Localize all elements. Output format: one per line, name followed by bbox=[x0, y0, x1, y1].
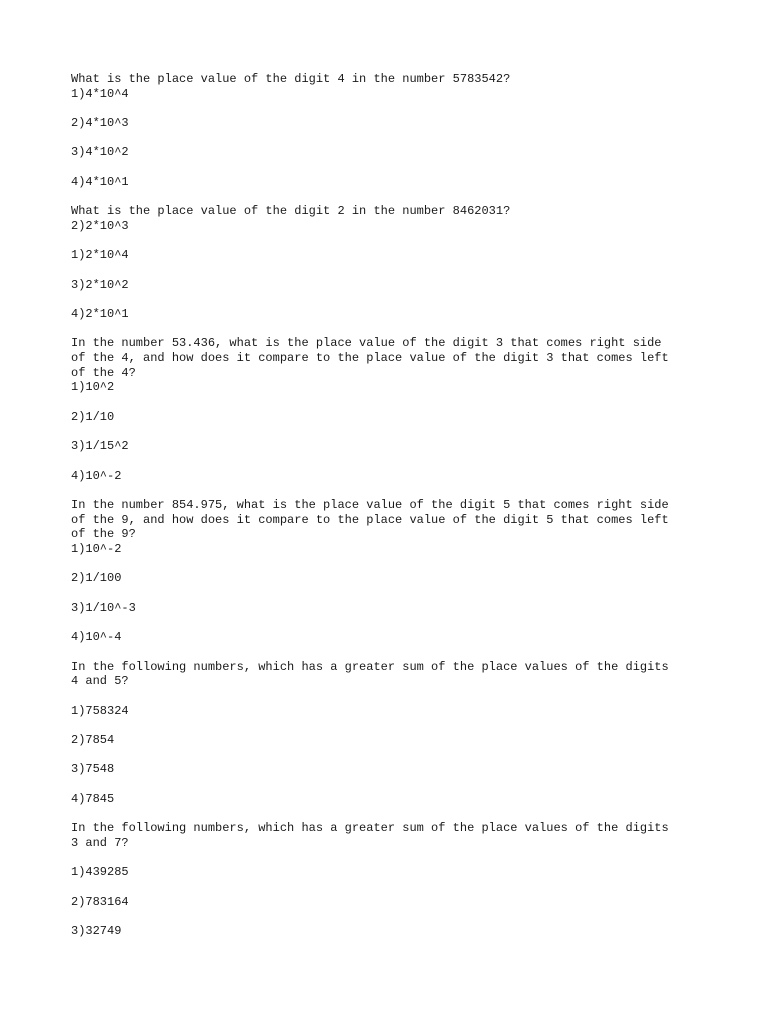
answer-option: 2)2*10^3 bbox=[71, 218, 129, 233]
question-text-line: What is the place value of the digit 2 in the number 8462031? bbox=[71, 204, 511, 219]
blank-line bbox=[71, 131, 711, 146]
blank-line bbox=[71, 586, 711, 601]
answer-option: 1)4*10^4 bbox=[71, 86, 129, 101]
answer-option: 3)1/15^2 bbox=[71, 439, 129, 454]
question-block bbox=[71, 204, 711, 336]
question-text-line: of the 4, and how does it compare to the place value of the digit 3 that comes left bbox=[71, 351, 669, 366]
blank-line bbox=[71, 190, 711, 205]
blank-line bbox=[71, 689, 711, 704]
question-text-line: of the 9? bbox=[71, 527, 136, 542]
question-block bbox=[71, 336, 711, 498]
blank-line bbox=[71, 909, 711, 924]
question-text-line: In the number 854.975, what is the place value of the digit 5 that comes right side bbox=[71, 497, 669, 512]
question-text-line: In the following numbers, which has a greater sum of the place values of the digits bbox=[71, 821, 669, 836]
answer-option: 4)7845 bbox=[71, 791, 115, 806]
question-text-line: What is the place value of the digit 4 in the number 5783542? bbox=[71, 72, 511, 86]
blank-line bbox=[71, 454, 711, 469]
blank-line bbox=[71, 160, 711, 175]
answer-option: 3)4*10^2 bbox=[71, 145, 129, 160]
question-text-line: 4 and 5? bbox=[71, 674, 129, 689]
blank-line bbox=[71, 101, 711, 116]
blank-line bbox=[71, 748, 711, 763]
question-block bbox=[71, 660, 711, 822]
answer-option: 1)10^-2 bbox=[71, 542, 122, 556]
blank-line bbox=[71, 880, 711, 895]
answer-option: 1)439285 bbox=[71, 865, 129, 880]
answer-option: 2)1/10 bbox=[71, 409, 115, 424]
answer-option: 2)1/100 bbox=[71, 571, 122, 586]
question-text-line: 3 and 7? bbox=[71, 835, 129, 850]
question-block bbox=[71, 498, 711, 660]
question-block bbox=[71, 821, 711, 939]
question-text-line: of the 4? bbox=[71, 365, 136, 380]
answer-option: 3)2*10^2 bbox=[71, 277, 129, 292]
answer-option: 1)10^2 bbox=[71, 380, 115, 395]
document-page bbox=[71, 72, 711, 939]
blank-line bbox=[71, 850, 711, 865]
blank-line bbox=[71, 292, 711, 307]
question-text-line: In the following numbers, which has a greater sum of the place values of the digits bbox=[71, 659, 669, 674]
answer-option: 2)7854 bbox=[71, 732, 115, 747]
blank-line bbox=[71, 425, 711, 440]
question-text-line: In the number 53.436, what is the place value of the digit 3 that comes right side bbox=[71, 336, 662, 351]
answer-option: 4)4*10^1 bbox=[71, 174, 129, 189]
blank-line bbox=[71, 615, 711, 630]
question-block bbox=[71, 72, 711, 204]
blank-line bbox=[71, 234, 711, 249]
blank-line bbox=[71, 806, 711, 821]
question-text-line: of the 9, and how does it compare to the place value of the digit 5 that comes left bbox=[71, 512, 669, 527]
blank-line bbox=[71, 718, 711, 733]
blank-line bbox=[71, 777, 711, 792]
blank-line bbox=[71, 645, 711, 660]
blank-line bbox=[71, 322, 711, 337]
answer-option: 3)7548 bbox=[71, 762, 115, 777]
answer-option: 3)32749 bbox=[71, 923, 122, 938]
answer-option: 1)758324 bbox=[71, 703, 129, 718]
answer-option: 4)2*10^1 bbox=[71, 307, 129, 321]
answer-option: 2)4*10^3 bbox=[71, 116, 129, 131]
answer-option: 4)10^-4 bbox=[71, 630, 122, 645]
blank-line bbox=[71, 483, 711, 498]
blank-line bbox=[71, 395, 711, 410]
blank-line bbox=[71, 263, 711, 278]
answer-option: 1)2*10^4 bbox=[71, 248, 129, 263]
answer-option: 3)1/10^-3 bbox=[71, 600, 136, 615]
blank-line bbox=[71, 557, 711, 572]
answer-option: 4)10^-2 bbox=[71, 468, 122, 483]
answer-option: 2)783164 bbox=[71, 894, 129, 909]
